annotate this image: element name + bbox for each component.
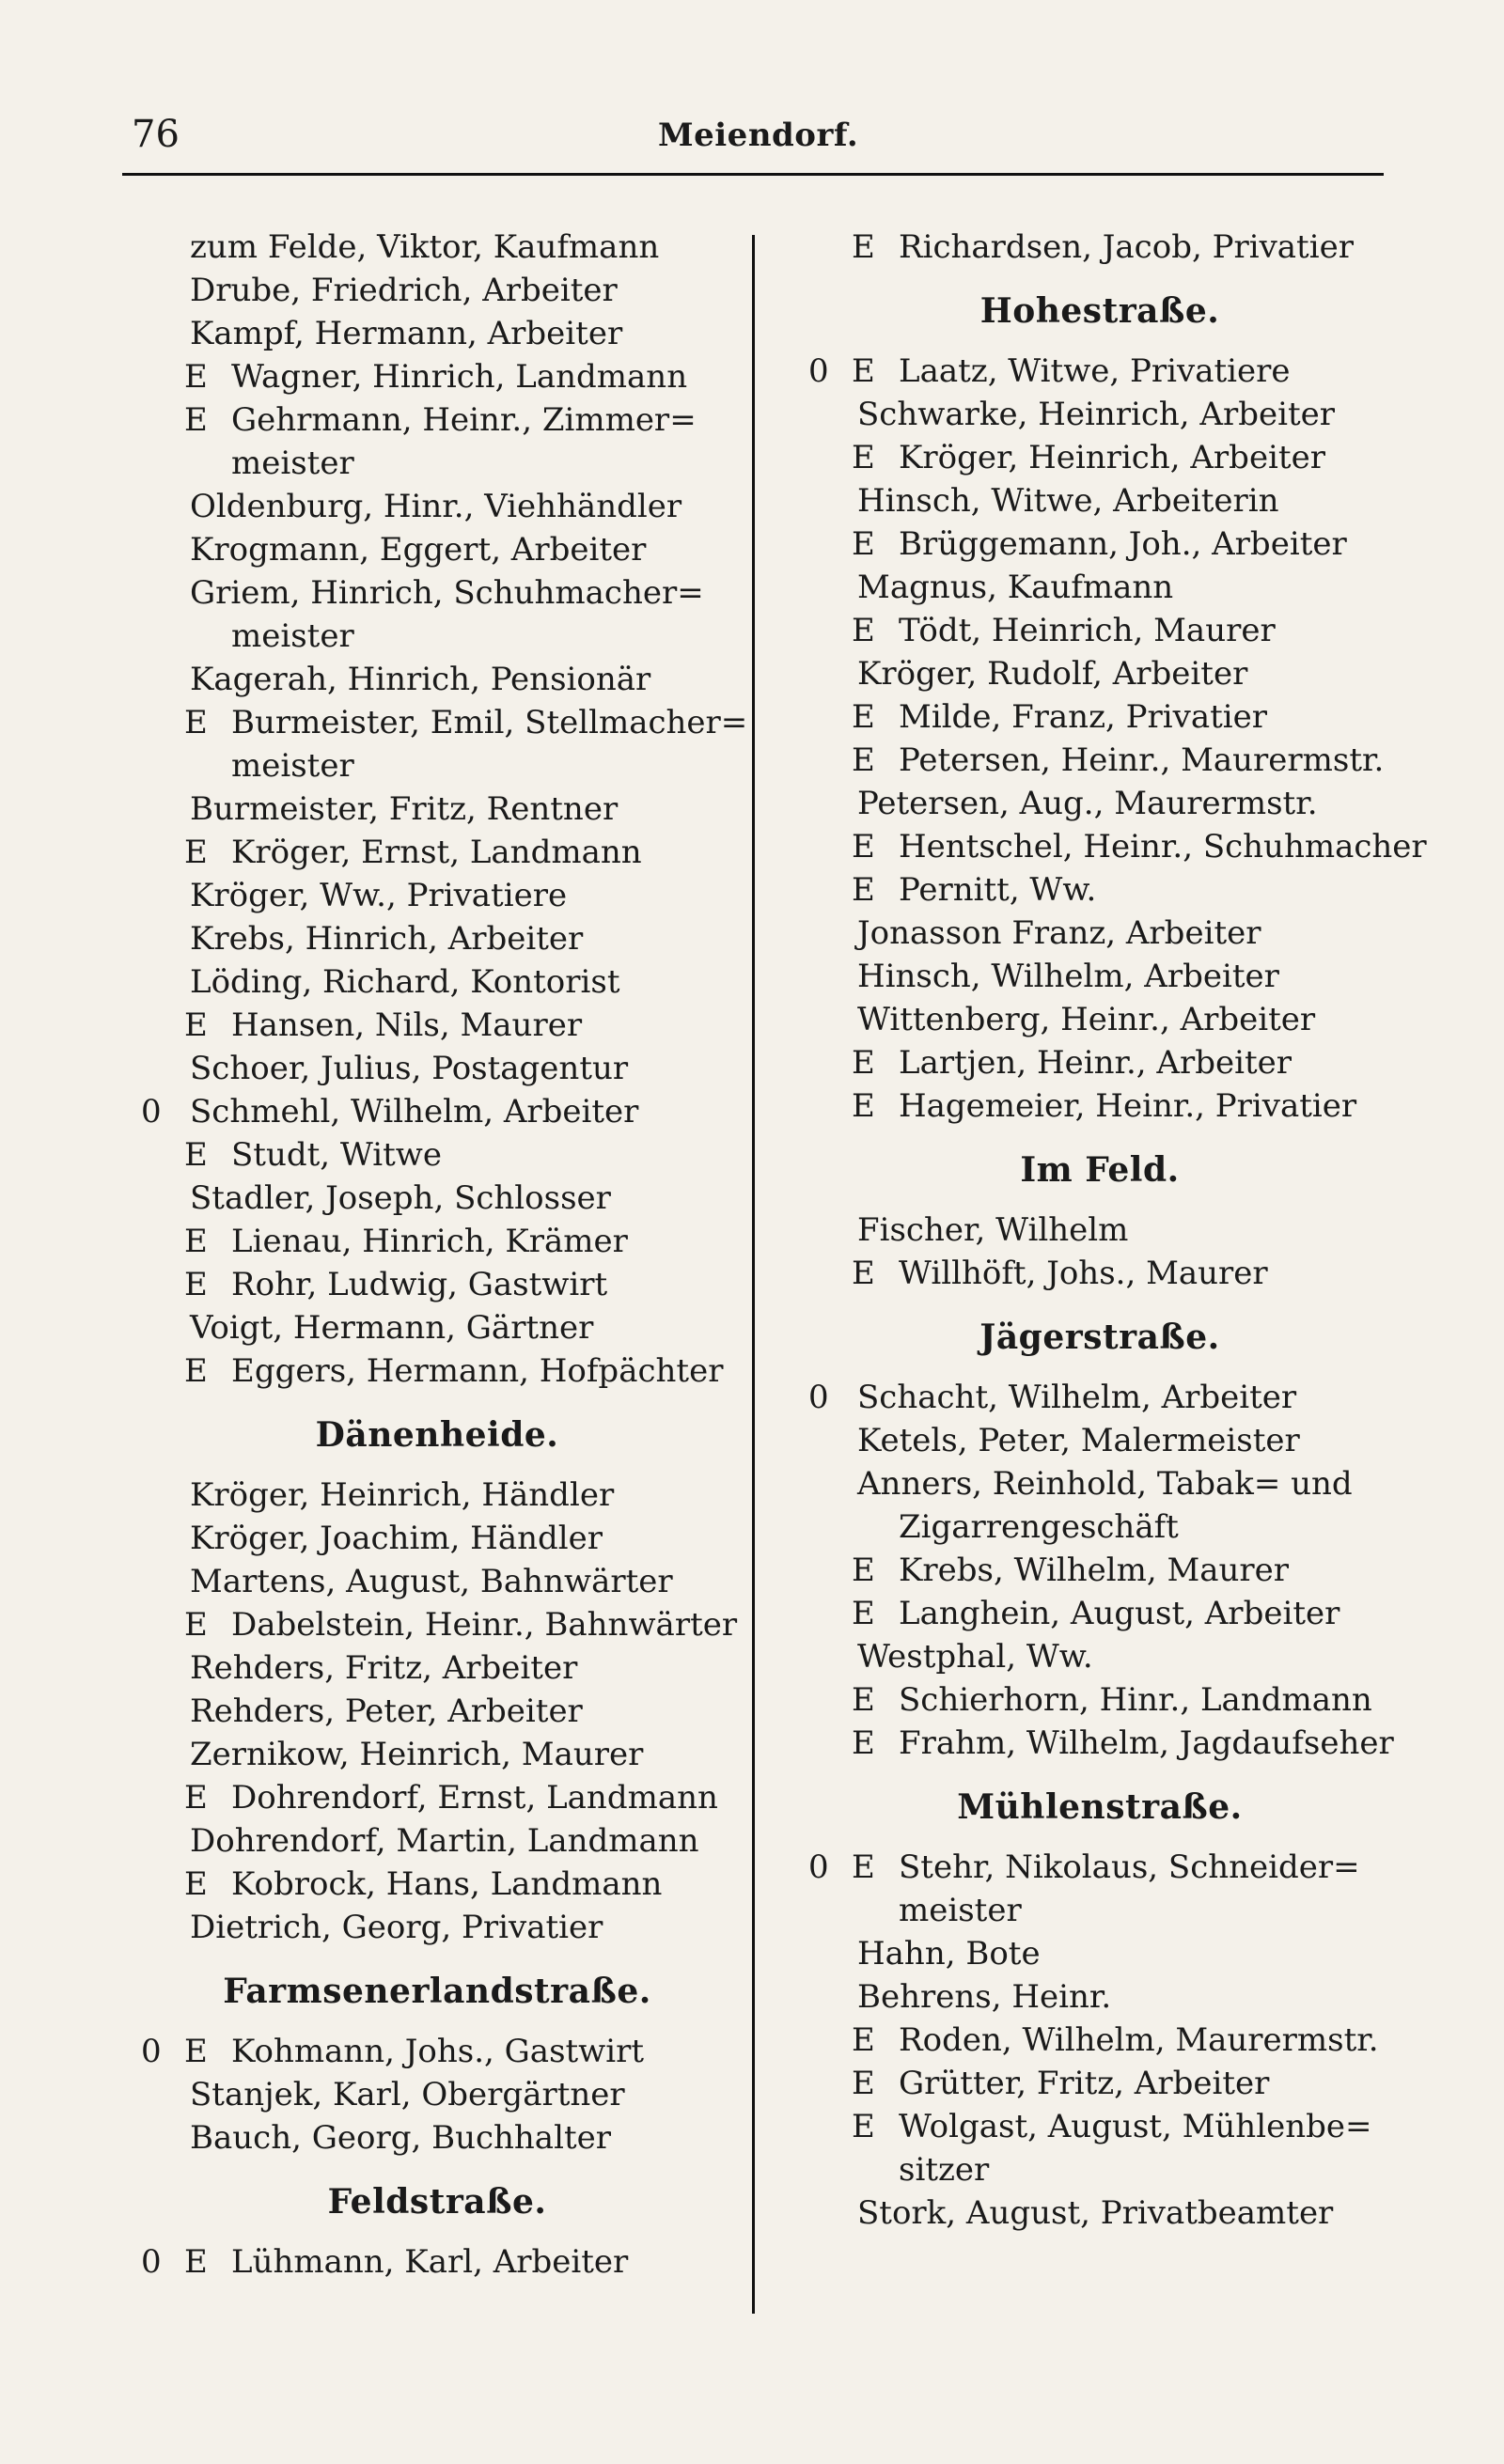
- directory-entry: [808, 652, 1391, 695]
- directory-entry: [141, 571, 733, 615]
- e-marker: E: [184, 2033, 208, 2070]
- e-marker: E: [184, 1779, 208, 1817]
- entry-text: Griem, Hinrich, Schuhmacher=: [190, 574, 704, 612]
- street-heading: Jägerstraße.: [979, 1318, 1220, 1357]
- e-marker: E: [852, 2065, 875, 2102]
- e-marker: E: [852, 1044, 875, 1082]
- directory-entry: [808, 695, 1391, 739]
- e-marker: E: [852, 1595, 875, 1632]
- entry-text: Eggers, Hermann, Hofpächter: [231, 1352, 724, 1390]
- street-heading: Feldstraße.: [327, 2182, 547, 2222]
- entry-continuation: [808, 2148, 1391, 2191]
- entry-text: Stehr, Nikolaus, Schneider=: [899, 1848, 1360, 1886]
- running-head: Meiendorf.: [658, 117, 859, 154]
- right-column: [808, 226, 1427, 2235]
- e-marker: E: [184, 358, 208, 396]
- entry-text: Hinsch, Witwe, Arbeiterin: [857, 482, 1279, 520]
- entry-text: Willhöft, Johs., Maurer: [899, 1255, 1268, 1292]
- directory-entry: [808, 1041, 1391, 1084]
- directory-entry: [808, 1975, 1391, 2019]
- entry-text: Schwarke, Heinrich, Arbeiter: [857, 396, 1336, 433]
- entry-text: Richardsen, Jacob, Privatier: [899, 228, 1354, 266]
- entry-text: meister: [231, 747, 354, 785]
- entry-text: Krebs, Hinrich, Arbeiter: [190, 920, 584, 958]
- entry-text: Frahm, Wilhelm, Jagdaufseher: [899, 1724, 1394, 1762]
- entry-text: Wolgast, August, Mühlenbe=: [899, 2108, 1372, 2145]
- e-marker: E: [184, 1223, 208, 1260]
- entry-text: Hinsch, Wilhelm, Arbeiter: [857, 958, 1279, 995]
- entry-text: Rehders, Fritz, Arbeiter: [190, 1649, 578, 1687]
- entry-text: Hahn, Bote: [857, 1935, 1041, 1973]
- entry-continuation: [808, 1889, 1391, 1932]
- entry-text: Oldenburg, Hinr., Viehhändler: [190, 488, 682, 525]
- directory-entry: [808, 1722, 1394, 1765]
- entry-text: Kagerah, Hinrich, Pensionär: [190, 661, 651, 698]
- entry-text: Anners, Reinhold, Tabak= und: [857, 1465, 1353, 1503]
- entry-text: Kohmann, Johs., Gastwirt: [231, 2033, 645, 2070]
- street-heading: Hohestraße.: [979, 291, 1220, 331]
- entry-continuation: [141, 744, 733, 788]
- entry-text: Pernitt, Ww.: [899, 871, 1097, 909]
- e-marker: E: [852, 1087, 875, 1125]
- e-marker: E: [184, 834, 208, 871]
- entry-text: Kröger, Rudolf, Arbeiter: [857, 655, 1248, 693]
- directory-entry: [141, 1819, 733, 1863]
- entry-text: Behrens, Heinr.: [857, 1978, 1112, 2016]
- directory-entry: [808, 436, 1391, 479]
- e-marker: E: [852, 741, 875, 779]
- entry-continuation: [141, 442, 733, 485]
- directory-entry: [141, 1733, 733, 1776]
- directory-entry: [141, 1646, 733, 1690]
- e-marker: E: [852, 612, 875, 649]
- entry-text: Dohrendorf, Martin, Landmann: [190, 1822, 699, 1860]
- street-heading: Mühlenstraße.: [957, 1787, 1243, 1827]
- entry-text: Löding, Richard, Kontorist: [190, 963, 620, 1001]
- entry-text: Burmeister, Fritz, Rentner: [190, 790, 619, 828]
- e-marker: E: [852, 1724, 875, 1762]
- directory-entry: [808, 1678, 1391, 1722]
- page-number: 76: [132, 113, 180, 156]
- e-marker: E: [184, 1006, 208, 1044]
- zero-marker: 0: [141, 1093, 162, 1131]
- entry-text: Stanjek, Karl, Obergärtner: [190, 2076, 625, 2113]
- e-marker: E: [184, 1606, 208, 1644]
- entry-text: Drube, Friedrich, Arbeiter: [190, 272, 618, 309]
- entry-text: Wittenberg, Heinr., Arbeiter: [857, 1001, 1316, 1038]
- directory-entry: [141, 1047, 733, 1090]
- entry-text: Hagemeier, Heinr., Privatier: [899, 1087, 1357, 1125]
- entry-text: Westphal, Ww.: [857, 1638, 1093, 1676]
- entry-text: Kampf, Hermann, Arbeiter: [190, 315, 623, 352]
- entry-text: Lühmann, Karl, Arbeiter: [231, 2243, 629, 2281]
- entry-text: Magnus, Kaufmann: [857, 569, 1174, 606]
- e-marker: E: [852, 1552, 875, 1589]
- entry-continuation: [141, 615, 733, 658]
- entry-text: meister: [899, 1892, 1022, 1929]
- directory-entry: [141, 960, 733, 1004]
- directory-entry: [141, 528, 733, 571]
- header-rule: [122, 173, 1384, 176]
- entry-text: Petersen, Aug., Maurermstr.: [857, 785, 1318, 822]
- zero-marker: 0: [808, 1848, 829, 1886]
- e-marker: E: [852, 525, 875, 563]
- directory-entry: [808, 739, 1391, 782]
- entry-text: Kröger, Ernst, Landmann: [231, 834, 642, 871]
- entry-text: Zernikow, Heinrich, Maurer: [190, 1736, 644, 1773]
- directory-entry: [808, 1252, 1391, 1295]
- e-marker: E: [852, 228, 875, 266]
- directory-entry: [141, 2030, 733, 2073]
- entry-text: Zigarrengeschäft: [899, 1508, 1179, 1546]
- e-marker: E: [852, 1848, 875, 1886]
- directory-entry: [141, 2240, 733, 2284]
- street-heading: Im Feld.: [1020, 1150, 1180, 1190]
- entry-text: Rohr, Ludwig, Gastwirt: [231, 1266, 608, 1303]
- directory-entry: [141, 831, 733, 874]
- entry-text: Schmehl, Wilhelm, Arbeiter: [190, 1093, 639, 1131]
- directory-entry: [141, 1474, 733, 1517]
- entry-text: Stadler, Joseph, Schlosser: [190, 1179, 611, 1217]
- entry-text: sitzer: [899, 2151, 990, 2189]
- e-marker: E: [184, 2243, 208, 2281]
- directory-entry: [141, 1349, 733, 1393]
- directory-entry: [808, 1592, 1391, 1635]
- directory-entry: [141, 1906, 733, 1949]
- directory-entry: [808, 393, 1391, 436]
- entry-text: Kröger, Ww., Privatiere: [190, 877, 568, 914]
- directory-entry: [141, 701, 748, 744]
- directory-entry: [808, 1635, 1391, 1678]
- directory-entry: [808, 2019, 1391, 2062]
- zero-marker: 0: [808, 1379, 829, 1416]
- entry-text: Schacht, Wilhelm, Arbeiter: [857, 1379, 1297, 1416]
- zero-marker: 0: [141, 2243, 162, 2281]
- directory-entry: [141, 1177, 733, 1220]
- directory-entry: [808, 566, 1391, 609]
- entry-text: Voigt, Hermann, Gärtner: [190, 1309, 594, 1347]
- directory-entry: [141, 1263, 733, 1306]
- directory-entry: [141, 2073, 733, 2116]
- directory-entry: [808, 1209, 1391, 1252]
- directory-entry: [141, 226, 733, 269]
- entry-text: Kröger, Heinrich, Arbeiter: [899, 439, 1325, 476]
- directory-entry: [808, 2105, 1391, 2148]
- street-heading: Farmsenerlandstraße.: [223, 1972, 651, 2011]
- e-marker: E: [852, 698, 875, 736]
- entry-text: Laatz, Witwe, Privatiere: [899, 352, 1291, 390]
- directory-entry: [808, 350, 1391, 393]
- entry-text: Krebs, Wilhelm, Maurer: [899, 1552, 1290, 1589]
- entry-text: Grütter, Fritz, Arbeiter: [899, 2065, 1270, 2102]
- directory-entry: [141, 355, 733, 398]
- directory-entry: [141, 1776, 733, 1819]
- street-heading: Dänenheide.: [315, 1415, 559, 1455]
- entry-text: Rehders, Peter, Arbeiter: [190, 1692, 583, 1730]
- directory-entry: [141, 917, 733, 960]
- entry-text: Studt, Witwe: [231, 1136, 443, 1174]
- directory-entry: [141, 269, 733, 312]
- entry-text: Stork, August, Privatbeamter: [857, 2194, 1334, 2232]
- entry-text: Bauch, Georg, Buchhalter: [190, 2119, 611, 2157]
- directory-entry: [141, 658, 733, 701]
- column-divider: [752, 235, 755, 2314]
- directory-entry: [808, 1462, 1391, 1505]
- directory-entry: [808, 1932, 1391, 1975]
- directory-entry: [808, 868, 1391, 912]
- entry-text: Lartjen, Heinr., Arbeiter: [899, 1044, 1292, 1082]
- entry-text: Kröger, Joachim, Händler: [190, 1520, 603, 1557]
- directory-entry: [808, 1376, 1391, 1419]
- entry-text: Dabelstein, Heinr., Bahnwärter: [231, 1606, 738, 1644]
- entry-text: Jonasson Franz, Arbeiter: [857, 914, 1261, 952]
- entry-text: Schoer, Julius, Postagentur: [190, 1050, 629, 1087]
- directory-entry: [808, 1084, 1391, 1128]
- directory-entry: [141, 788, 733, 831]
- entry-text: zum Felde, Viktor, Kaufmann: [190, 228, 660, 266]
- directory-entry: [141, 485, 733, 528]
- directory-entry: [808, 479, 1391, 522]
- e-marker: E: [184, 1266, 208, 1303]
- directory-entry: [808, 609, 1391, 652]
- entry-text: Ketels, Peter, Malermeister: [857, 1422, 1300, 1459]
- entry-text: Krogmann, Eggert, Arbeiter: [190, 531, 647, 569]
- directory-entry: [808, 226, 1391, 269]
- entry-text: Roden, Wilhelm, Maurermstr.: [899, 2021, 1379, 2059]
- e-marker: E: [852, 828, 875, 866]
- entry-text: Dohrendorf, Ernst, Landmann: [231, 1779, 718, 1817]
- entry-text: Martens, August, Bahnwärter: [190, 1563, 673, 1600]
- e-marker: E: [852, 439, 875, 476]
- entry-text: Gehrmann, Heinr., Zimmer=: [231, 401, 697, 439]
- directory-entry: [141, 1560, 733, 1603]
- e-marker: E: [852, 871, 875, 909]
- e-marker: E: [852, 2021, 875, 2059]
- entry-text: Milde, Franz, Privatier: [899, 698, 1267, 736]
- entry-continuation: [808, 1505, 1391, 1549]
- entry-text: Fischer, Wilhelm: [857, 1211, 1129, 1249]
- entry-text: Petersen, Heinr., Maurermstr.: [899, 741, 1385, 779]
- entry-text: Lienau, Hinrich, Krämer: [231, 1223, 628, 1260]
- entry-text: Kröger, Heinrich, Händler: [190, 1476, 615, 1514]
- e-marker: E: [184, 1136, 208, 1174]
- directory-entry: [141, 1517, 733, 1560]
- entry-text: Brüggemann, Joh., Arbeiter: [899, 525, 1347, 563]
- e-marker: E: [852, 2108, 875, 2145]
- left-column: [141, 226, 748, 2284]
- entry-text: Dietrich, Georg, Privatier: [190, 1909, 603, 1946]
- directory-entry: [808, 955, 1391, 998]
- directory-entry: [141, 1863, 733, 1906]
- directory-entry: [141, 1090, 733, 1133]
- directory-entry: [808, 1549, 1391, 1592]
- zero-marker: 0: [808, 352, 829, 390]
- directory-entry: [141, 1133, 733, 1177]
- entry-text: meister: [231, 617, 354, 655]
- e-marker: E: [852, 352, 875, 390]
- directory-entry: [808, 782, 1391, 825]
- entry-text: Burmeister, Emil, Stellmacher=: [231, 704, 748, 741]
- e-marker: E: [184, 704, 208, 741]
- entry-text: Hentschel, Heinr., Schuhmacher: [899, 828, 1427, 866]
- directory-entry: [141, 1603, 738, 1646]
- e-marker: E: [184, 1865, 208, 1903]
- directory-entry: [141, 1306, 733, 1349]
- directory-entry: [141, 312, 733, 355]
- directory-entry: [141, 2116, 733, 2160]
- directory-entry: [808, 998, 1391, 1041]
- e-marker: E: [184, 1352, 208, 1390]
- directory-entry: [141, 1690, 733, 1733]
- directory-entry: [808, 912, 1391, 955]
- directory-entry: [141, 398, 733, 442]
- directory-entry: [808, 825, 1427, 868]
- directory-entry: [141, 1004, 733, 1047]
- directory-entry: [808, 522, 1391, 566]
- entry-text: meister: [231, 444, 354, 482]
- directory-entry: [808, 1846, 1391, 1889]
- zero-marker: 0: [141, 2033, 162, 2070]
- directory-entry: [808, 2062, 1391, 2105]
- directory-entry: [808, 2191, 1391, 2235]
- entry-text: Schierhorn, Hinr., Landmann: [899, 1681, 1372, 1719]
- directory-entry: [808, 1419, 1391, 1462]
- entry-text: Wagner, Hinrich, Landmann: [231, 358, 688, 396]
- entry-text: Kobrock, Hans, Landmann: [231, 1865, 663, 1903]
- e-marker: E: [852, 1681, 875, 1719]
- directory-entry: [141, 1220, 733, 1263]
- entry-text: Hansen, Nils, Maurer: [231, 1006, 583, 1044]
- entry-text: Tödt, Heinrich, Maurer: [899, 612, 1276, 649]
- e-marker: E: [852, 1255, 875, 1292]
- e-marker: E: [184, 401, 208, 439]
- directory-entry: [141, 874, 733, 917]
- entry-text: Langhein, August, Arbeiter: [899, 1595, 1340, 1632]
